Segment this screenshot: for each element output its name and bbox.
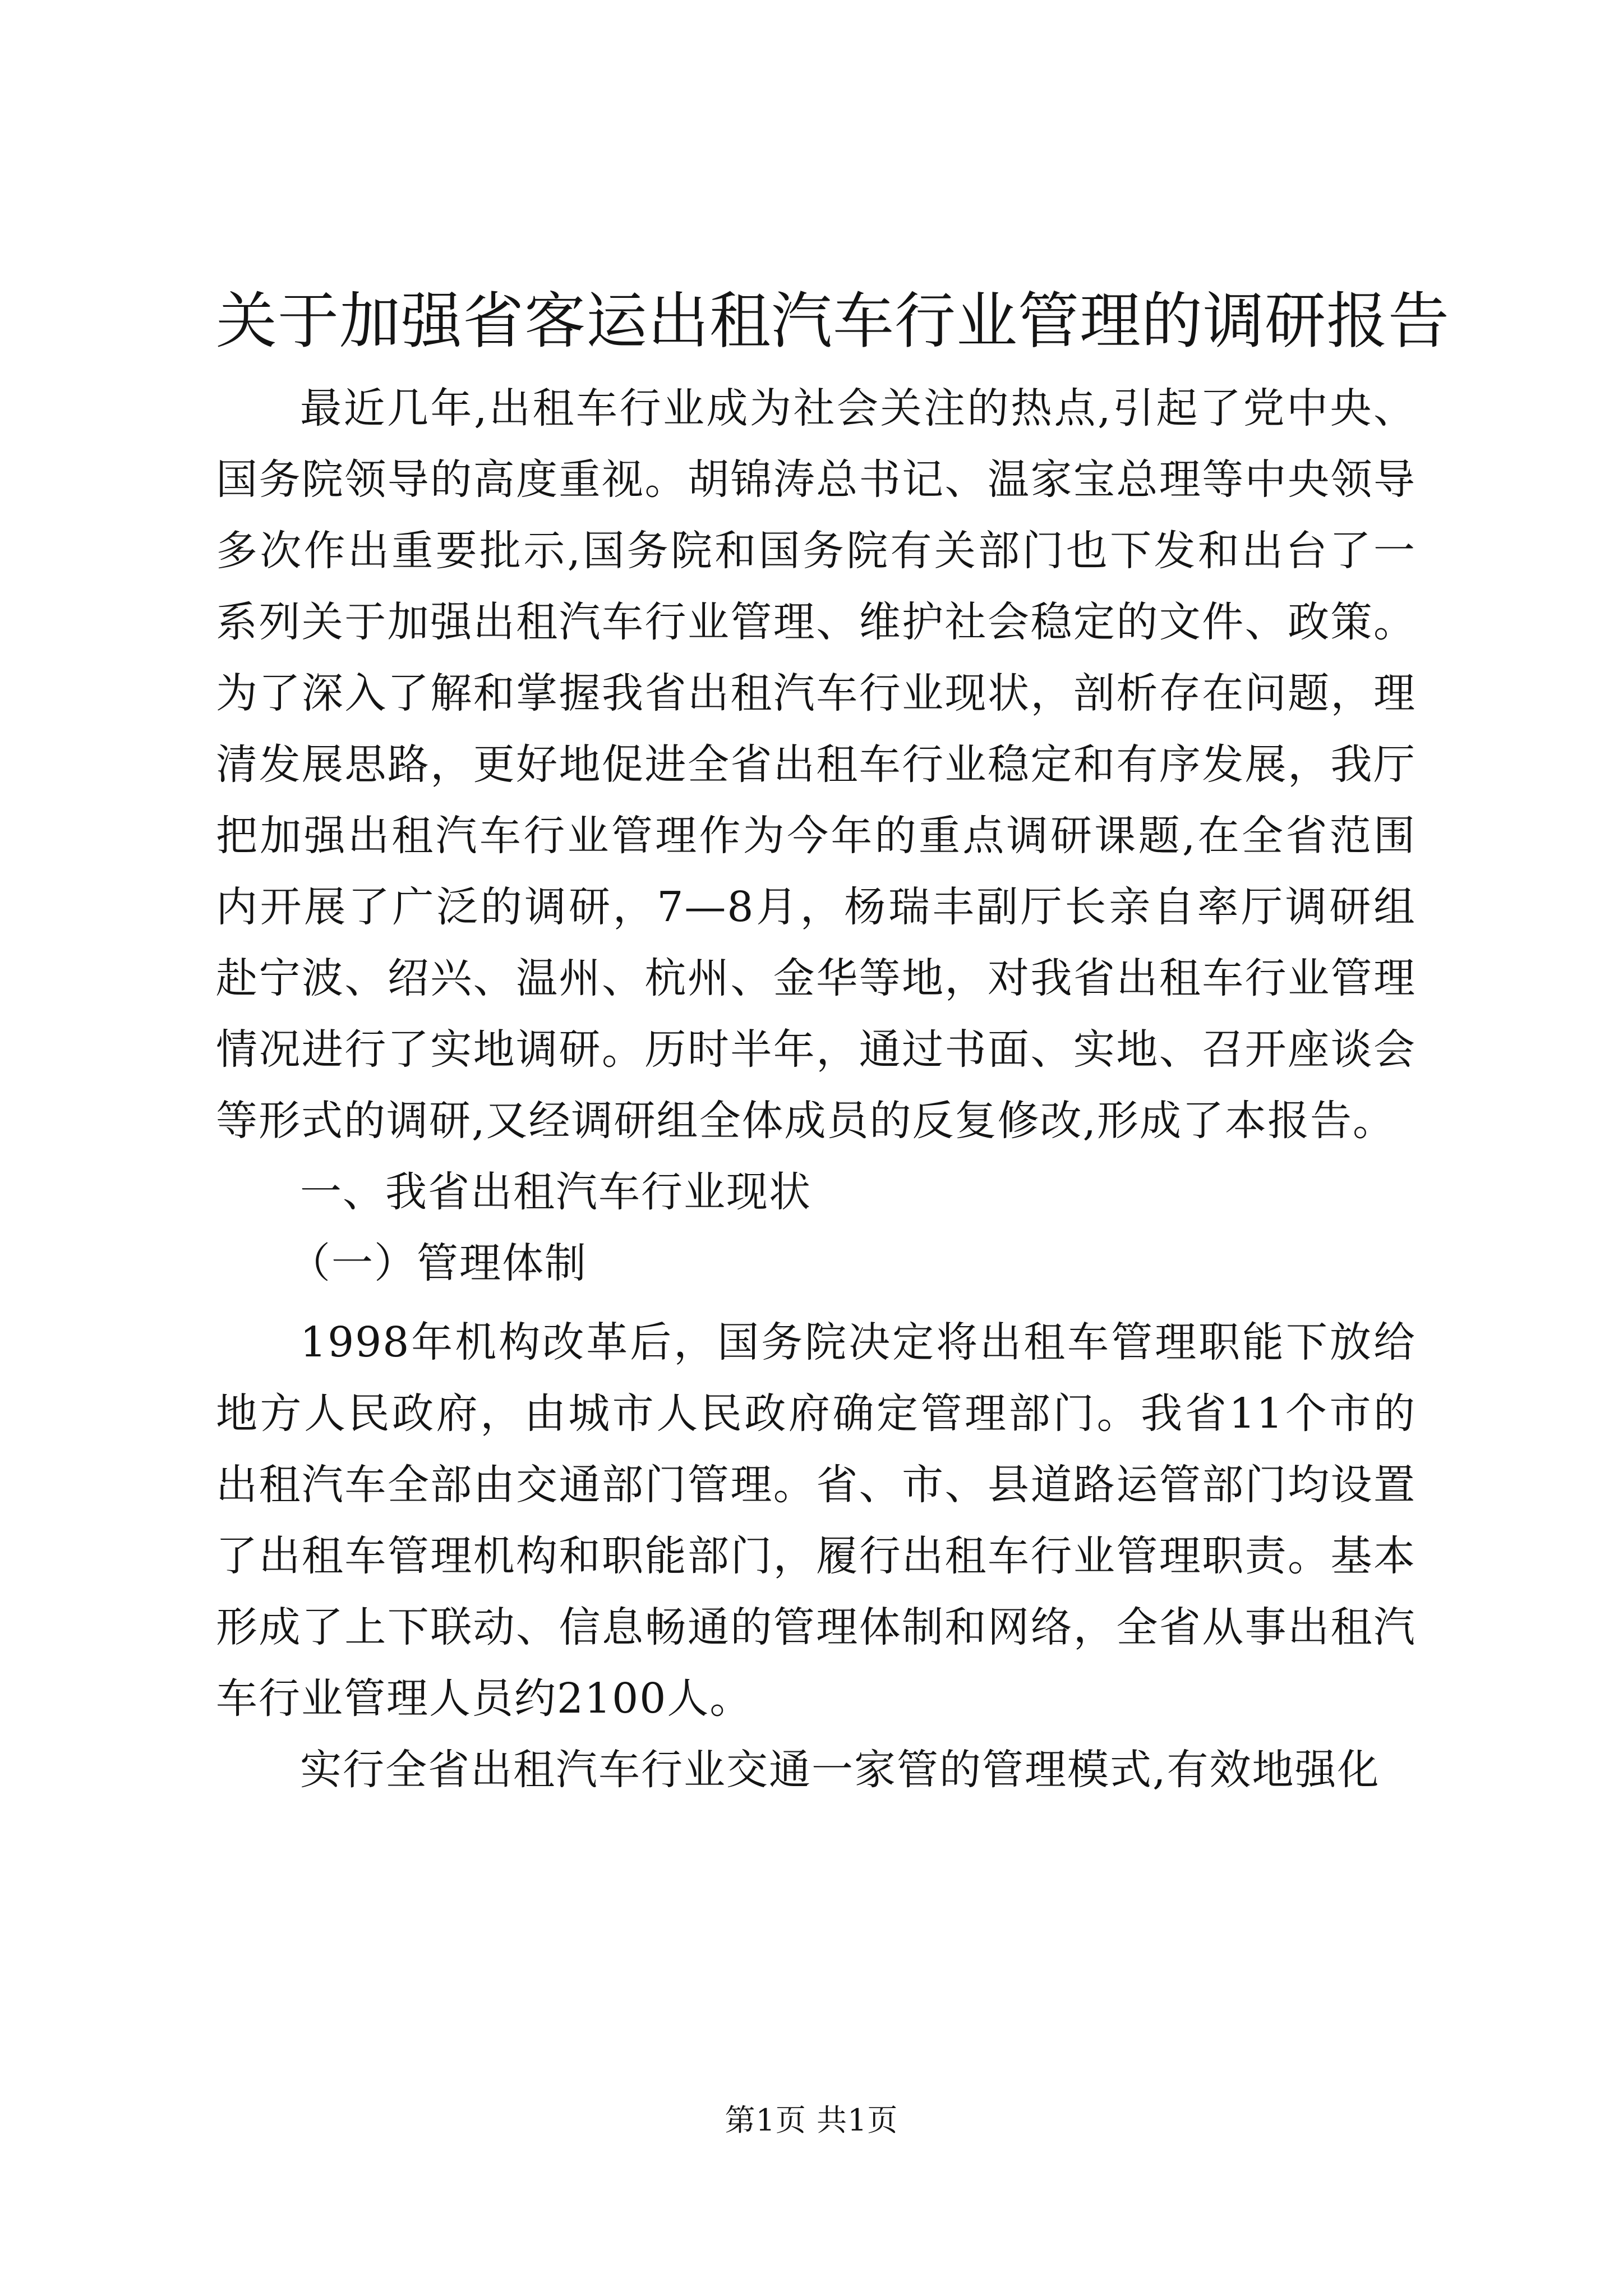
intro-paragraph: 最近几年,出租车行业成为社会关注的热点,引起了党中央、国务院领导的高度重视。胡锦涛总书记、温家宝总理等中央领导多次作出重要批示,国务院和国务院有关部门也下发和出台了一系列关于加强出租汽车行业管理、维护社会稳定的文件、政策。为了深入了解和掌握我省出租汽车行业现状，剖析存在问题，理清发展思路，更好地促进全省出租车行业稳定和有序发展，我厅把加强出租汽车行业管理作为今年的重点调研课题,在全省范围内开展了广泛的调研，7—8月，杨瑞丰副厅长亲自率厅调研组赴宁波、绍兴、温州、杭州、金华等地，对我省出租车行业管理情况进行了实地调研。历时半年，通过书面、实地、召开座谈会等形式的调研,又经调研组全体成员的反复修改,形成了本报告。 xyxy=(216,384,1416,1145)
subsection-heading: （一）管理体制 xyxy=(289,1239,587,1287)
body-paragraph: 实行全省出租汽车行业交通一家管的管理模式,有效地强化 xyxy=(300,1746,1380,1794)
section-heading: 一、我省出租汽车行业现状 xyxy=(300,1168,811,1216)
body-paragraph: 1998年机构改革后，国务院决定将出租车管理职能下放给地方人民政府，由城市人民政府确定管理部门。我省11个市的出租汽车全部由交通部门管理。省、市、县道路运管部门均设置了出租车管理机构和职能部门，履行出租车行业管理职责。基本形成了上下联动、信息畅通的管理体制和网络，全省从事出租汽车行业管理人员约2100人。 xyxy=(216,1318,1416,1723)
document-body xyxy=(216,373,1416,1806)
page-footer: 第1页 共1页 xyxy=(725,2102,898,2138)
document-title: 关于加强省客运出租汽车行业管理的调研报告 xyxy=(216,286,1450,357)
